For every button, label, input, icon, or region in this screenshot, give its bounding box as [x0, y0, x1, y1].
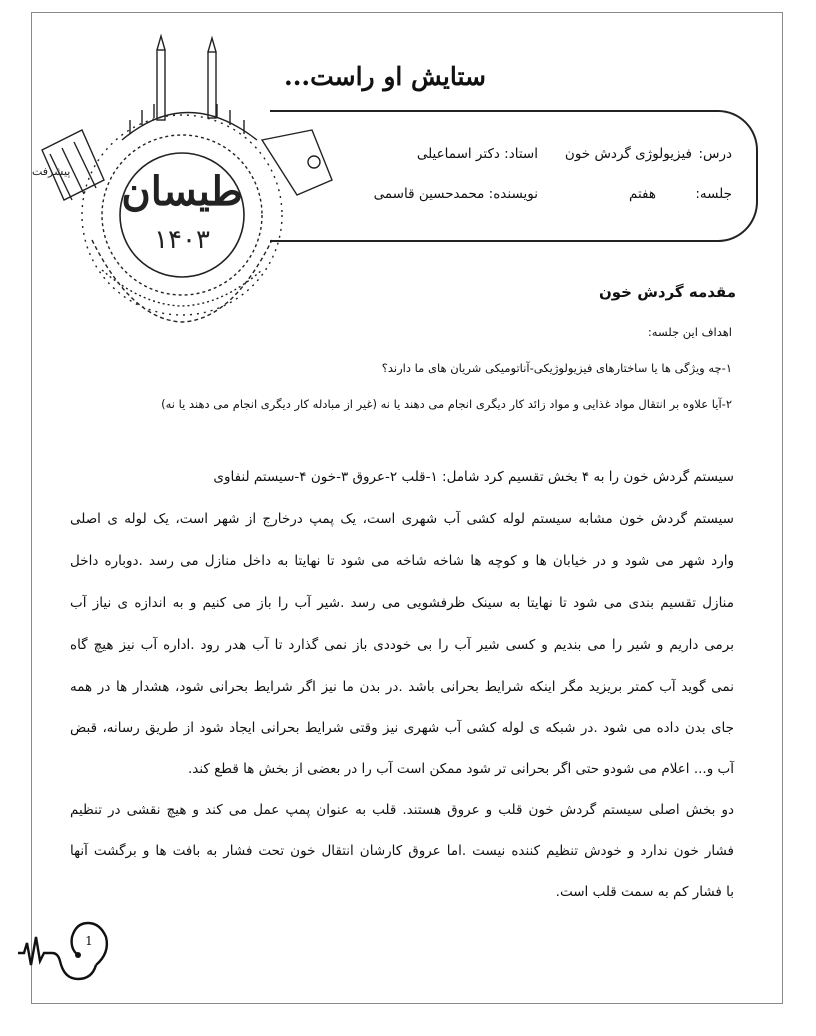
body-line-9: دو بخش اصلی سیستم گردش خون قلب و عروق هستند. قلب به عنوان پمپ عمل می کند و هیچ نقشی در تنظیم: [70, 802, 734, 818]
body-line-11: با فشار کم به سمت قلب است.: [555, 884, 734, 900]
stethoscope-icon: [14, 915, 114, 995]
page-heading: ستایش او راست...: [284, 62, 486, 91]
section-title: مقدمه گردش خون: [598, 283, 736, 301]
body-line-10: فشار خون ندارد و خودش تنظیم کننده نیست .اما عروق کارشان انتقال خون تحت فشار به بافت ها و برگشت آنها: [70, 843, 734, 859]
session-value: هفتم: [628, 186, 656, 202]
body-line-7: جای بدن داده می شود .در شبکه ی لوله کشی آب شهری نیز وقتی شرایط بحرانی ایجاد شود از طریق رسانه، قبض: [70, 720, 734, 736]
logo-word: طیسان: [121, 168, 243, 215]
body-line-2: سیستم گردش خون مشابه سیستم لوله کشی آب شهری است، یک پمپ درخارج از شهر است، یک لوله ی اصلی: [70, 511, 734, 527]
teacher-name: استاد: دکتر اسماعیلی: [416, 146, 538, 162]
info-row-session: [286, 186, 756, 210]
body-line-1: سیستم گردش خون را به ۴ بخش تقسیم کرد شامل: ۱-قلب ۲-عروق ۳-خون ۴-سیستم لنفاوی: [213, 469, 734, 485]
goal-item-2: ۲-آیا علاوه بر انتقال مواد غذایی و مواد زائد کار دیگری انجام می دهند یا نه (غیر از مبادله کار دیگری انجام می دهند یا نه): [161, 397, 732, 411]
session-label: جلسه:: [695, 186, 732, 202]
goals-label: اهداف این جلسه:: [647, 325, 732, 339]
author-name: نویسنده: محمدحسین قاسمی: [373, 186, 538, 202]
body-line-6: نمی گوید آب کمتر بریزید مگر اینکه شرایط بحرانی باشد .در بدن ما نیز اگر شرایط بحرانی شود، هشدار ها در همه: [70, 679, 734, 695]
body-line-5: برمی داریم و شیر را می بندیم و کسی شیر آب را بی خوددی باز نمی گذارد تا آب هدر رود .اداره آب نیز هیچ گاه: [70, 637, 734, 653]
course-label: درس:: [698, 146, 732, 162]
logo-tag: پیشرفت: [32, 165, 71, 178]
body-line-3: وارد شهر می شود و در خیابان ها و کوچه ها شاخه شاخه می شود تا نهایتا به داخل منازل می رسد .دوباره داخل: [70, 553, 734, 569]
body-line-8: آب و... اعلام می شودو حتی اگر بحرانی تر شود ممکن است آب را در بعضی از بخش ها قطع کند.: [187, 761, 734, 777]
page-number: 1: [85, 934, 93, 948]
info-box: [270, 110, 758, 242]
logo-number: ۱۴۰۳: [154, 225, 210, 255]
body-line-4: منازل تقسیم بندی می شود تا نهایتا به سینک ظرفشویی می رسد .شیر آب را باز می کنیم و به اندازه ی نیاز آب: [70, 595, 734, 611]
info-row-course: [286, 146, 756, 170]
course-value: فیزیولوژی گردش خون: [564, 146, 692, 162]
goal-item-1: ۱-چه ویژگی ها یا ساختارهای فیزیولوژیکی-آناتومیکی شریان های ما دارند؟: [381, 361, 732, 375]
